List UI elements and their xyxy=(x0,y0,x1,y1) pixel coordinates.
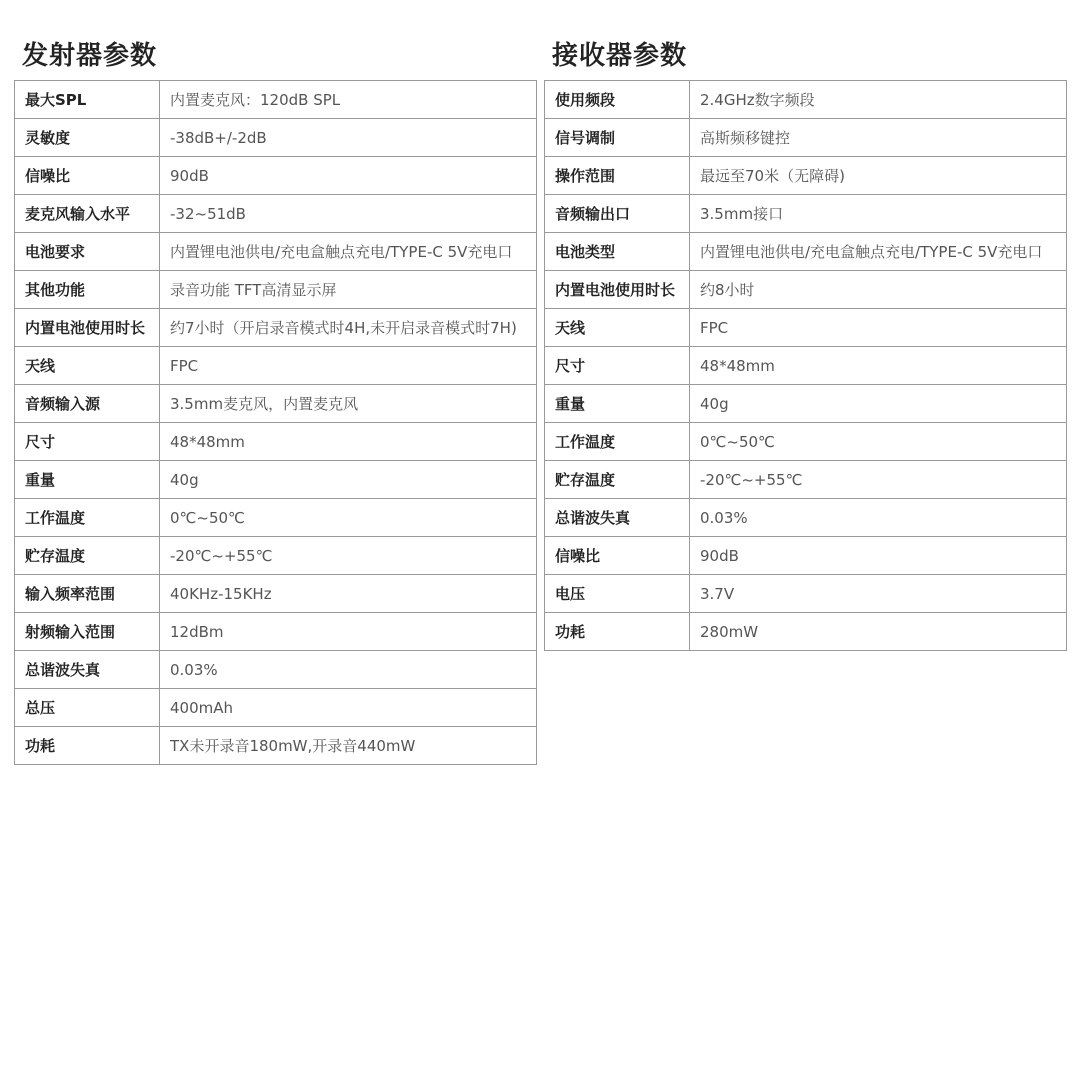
table-row xyxy=(15,689,537,727)
spec-value: -32~51dB xyxy=(160,195,537,233)
table-row xyxy=(545,233,1067,271)
receiver-spec-table xyxy=(544,80,1067,651)
spec-label: 重量 xyxy=(545,385,690,423)
spec-label: 尺寸 xyxy=(545,347,690,385)
table-row xyxy=(545,499,1067,537)
spec-value: 高斯频移键控 xyxy=(690,119,1067,157)
spec-label: 电池类型 xyxy=(545,233,690,271)
table-row xyxy=(15,347,537,385)
spec-label: 天线 xyxy=(15,347,160,385)
table-row xyxy=(545,195,1067,233)
table-row xyxy=(545,423,1067,461)
spec-value: 3.5mm麦克风，内置麦克风 xyxy=(160,385,537,423)
spec-label: 信号调制 xyxy=(545,119,690,157)
table-row xyxy=(15,233,537,271)
spec-value: -20℃~+55℃ xyxy=(690,461,1067,499)
spec-label: 总压 xyxy=(15,689,160,727)
spec-value: 0.03% xyxy=(690,499,1067,537)
spec-value: 约8小时 xyxy=(690,271,1067,309)
table-row xyxy=(15,575,537,613)
receiver-spec-rows xyxy=(545,81,1067,651)
table-row xyxy=(545,81,1067,119)
spec-label: 功耗 xyxy=(545,613,690,651)
spec-value: TX未开录音180mW,开录音440mW xyxy=(160,727,537,765)
spec-label: 天线 xyxy=(545,309,690,347)
spec-value: 12dBm xyxy=(160,613,537,651)
table-row xyxy=(15,119,537,157)
spec-value: 90dB xyxy=(160,157,537,195)
table-row xyxy=(545,575,1067,613)
spec-value: 内置麦克风：120dB SPL xyxy=(160,81,537,119)
transmitter-spec-table xyxy=(14,80,537,765)
spec-value: 内置锂电池供电/充电盒触点充电/TYPE-C 5V充电口 xyxy=(160,233,537,271)
spec-value: 48*48mm xyxy=(160,423,537,461)
spec-label: 尺寸 xyxy=(15,423,160,461)
table-row xyxy=(15,537,537,575)
spec-label: 总谐波失真 xyxy=(545,499,690,537)
spec-value: 3.5mm接口 xyxy=(690,195,1067,233)
table-row xyxy=(15,613,537,651)
table-row xyxy=(15,499,537,537)
spec-label: 工作温度 xyxy=(545,423,690,461)
spec-value: FPC xyxy=(690,309,1067,347)
spec-value: 约7小时（开启录音模式时4H,未开启录音模式时7H) xyxy=(160,309,537,347)
transmitter-spec-rows xyxy=(15,81,537,765)
table-row xyxy=(545,119,1067,157)
table-row xyxy=(15,385,537,423)
spec-label: 最大SPL xyxy=(15,81,160,119)
table-row xyxy=(15,309,537,347)
table-row xyxy=(15,423,537,461)
table-row xyxy=(15,727,537,765)
spec-label: 音频输入源 xyxy=(15,385,160,423)
spec-label: 信噪比 xyxy=(15,157,160,195)
spec-label: 输入频率范围 xyxy=(15,575,160,613)
spec-value: 90dB xyxy=(690,537,1067,575)
spec-value: 内置锂电池供电/充电盒触点充电/TYPE-C 5V充电口 xyxy=(690,233,1067,271)
spec-label: 贮存温度 xyxy=(15,537,160,575)
table-row xyxy=(545,613,1067,651)
spec-value: 0.03% xyxy=(160,651,537,689)
spec-label: 射频输入范围 xyxy=(15,613,160,651)
spec-value: 2.4GHz数字频段 xyxy=(690,81,1067,119)
spec-label: 内置电池使用时长 xyxy=(545,271,690,309)
spec-label: 总谐波失真 xyxy=(15,651,160,689)
table-row xyxy=(545,537,1067,575)
table-row xyxy=(545,157,1067,195)
table-row xyxy=(545,461,1067,499)
spec-value: -20℃~+55℃ xyxy=(160,537,537,575)
spec-label: 信噪比 xyxy=(545,537,690,575)
spec-value: 40g xyxy=(160,461,537,499)
spec-value: 0℃~50℃ xyxy=(160,499,537,537)
spec-label: 其他功能 xyxy=(15,271,160,309)
spec-value: 录音功能 TFT高清显示屏 xyxy=(160,271,537,309)
spec-label: 功耗 xyxy=(15,727,160,765)
table-row xyxy=(15,461,537,499)
spec-value: 40g xyxy=(690,385,1067,423)
spec-label: 电压 xyxy=(545,575,690,613)
spec-label: 内置电池使用时长 xyxy=(15,309,160,347)
table-row xyxy=(545,271,1067,309)
spec-label: 重量 xyxy=(15,461,160,499)
spec-value: 48*48mm xyxy=(690,347,1067,385)
table-row xyxy=(15,157,537,195)
spec-value: 0℃~50℃ xyxy=(690,423,1067,461)
spec-value: 40KHz-15KHz xyxy=(160,575,537,613)
table-row xyxy=(545,309,1067,347)
spec-value: 280mW xyxy=(690,613,1067,651)
spec-value: FPC xyxy=(160,347,537,385)
spec-value: 400mAh xyxy=(160,689,537,727)
spec-label: 工作温度 xyxy=(15,499,160,537)
spec-label: 电池要求 xyxy=(15,233,160,271)
table-row xyxy=(15,195,537,233)
table-row xyxy=(15,271,537,309)
spec-value: 最远至70米（无障碍) xyxy=(690,157,1067,195)
table-row xyxy=(15,81,537,119)
spec-label: 麦克风输入水平 xyxy=(15,195,160,233)
spec-label: 灵敏度 xyxy=(15,119,160,157)
spec-value: 3.7V xyxy=(690,575,1067,613)
spec-label: 操作范围 xyxy=(545,157,690,195)
table-row xyxy=(15,651,537,689)
spec-label: 贮存温度 xyxy=(545,461,690,499)
spec-value: -38dB+/-2dB xyxy=(160,119,537,157)
spec-label: 使用频段 xyxy=(545,81,690,119)
receiver-title: 接收器参数 xyxy=(552,41,688,71)
spec-label: 音频输出口 xyxy=(545,195,690,233)
table-row xyxy=(545,385,1067,423)
transmitter-title: 发射器参数 xyxy=(22,41,158,71)
table-row xyxy=(545,347,1067,385)
